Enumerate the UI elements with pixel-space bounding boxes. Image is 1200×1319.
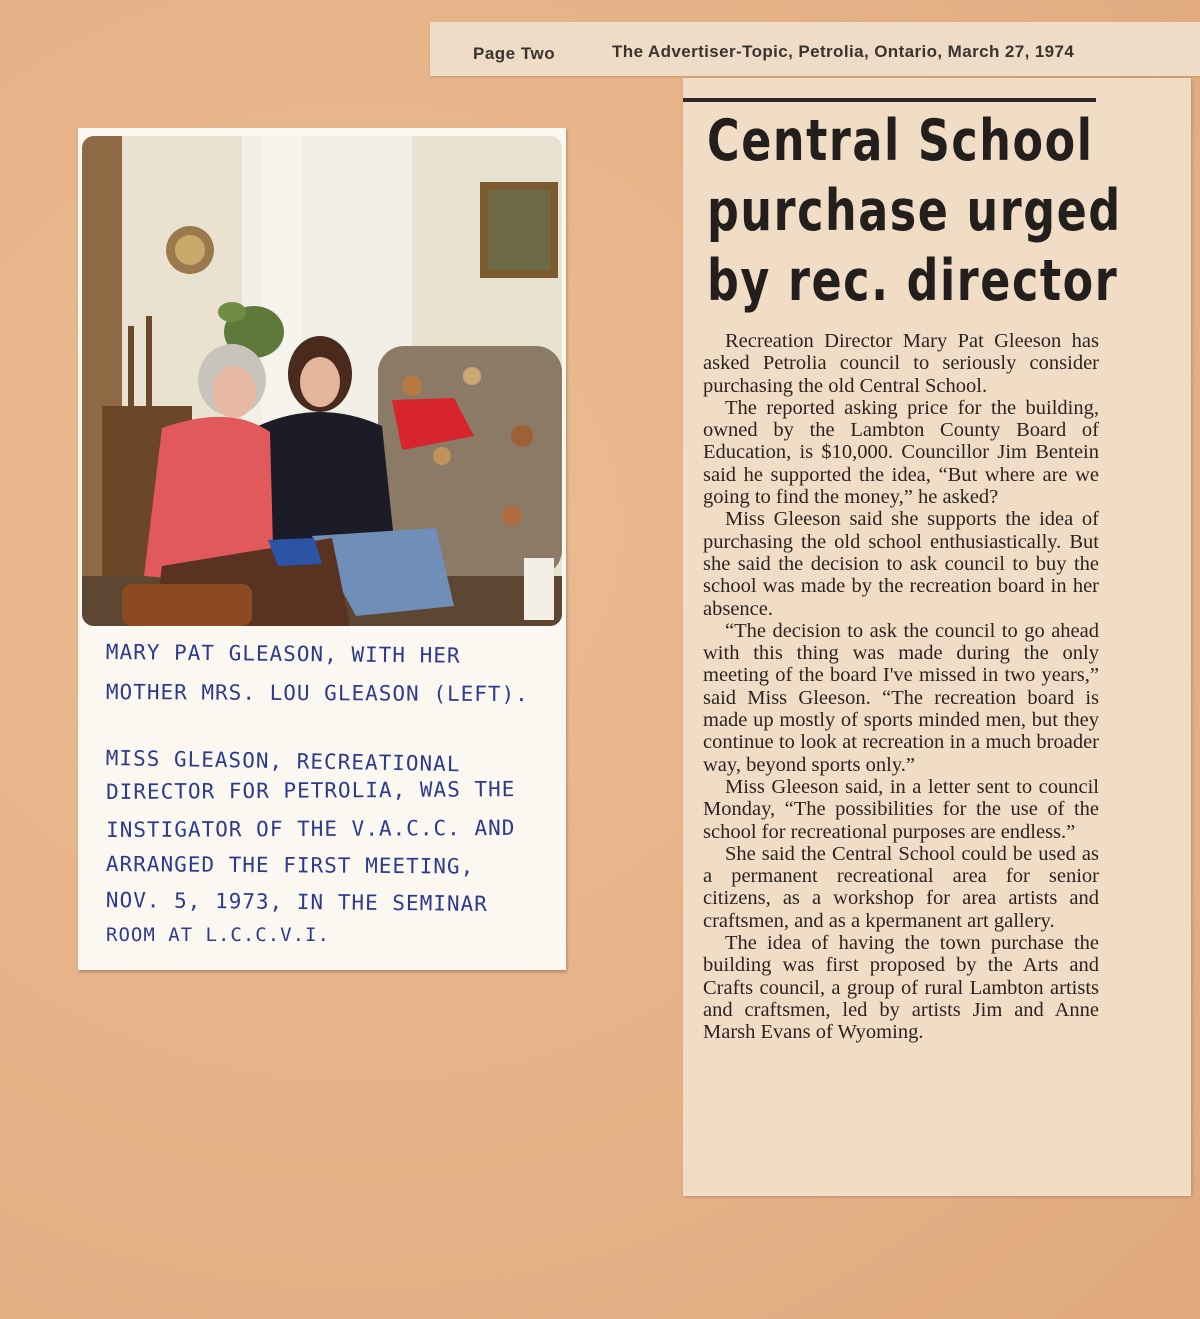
article-paragraph: She said the Central School could be used as a permanent recreational area for senior citizens, as a workshop for area artists and craftsmen, and as a kpermanent art gallery. [703, 842, 1099, 932]
handwritten-caption-line: NOV. 5, 1973, IN THE SEMINAR [105, 888, 488, 916]
article-body [703, 330, 1099, 1044]
page-label: Page Two [473, 44, 556, 63]
article-paragraph: Miss Gleeson said, in a letter sent to council Monday, “The possibilities for the use of the school for recreational purposes are endless.” [703, 775, 1099, 843]
newspaper-masthead-clipping [430, 22, 1200, 76]
headline-rule [683, 98, 1096, 102]
headline-line: by rec. director [707, 248, 1119, 314]
handwritten-caption-line: DIRECTOR FOR PETROLIA, WAS THE [106, 777, 516, 804]
headline-line: purchase urged [707, 178, 1122, 244]
handwritten-caption-line: ARRANGED THE FIRST MEETING, [105, 852, 475, 879]
article-paragraph: Recreation Director Mary Pat Gleeson has asked Petrolia council to seriously consider purchasing the old Central School. [703, 330, 1099, 397]
handwritten-caption-line: MOTHER MRS. LOU GLEASON (LEFT). [105, 680, 529, 707]
handwritten-caption-line: INSTIGATOR OF THE V.A.C.C. AND [106, 815, 516, 842]
article-paragraph: The reported asking price for the building, owned by the Lambton County Board of Education, is $10,000. Councillor Jim Bentein said he supported the idea, “But where are we going to find the money,” he asked? [703, 396, 1099, 509]
article-paragraph: The idea of having the town purchase the building was first proposed by the Arts and Crafts council, a group of rural Lambton artists and craftsmen, led by artists Jim and Anne Marsh Evans of Wyoming. [703, 932, 1099, 1044]
article-headline [707, 106, 1122, 316]
paper-dateline: The Advertiser-Topic, Petrolia, Ontario, March 27, 1974 [612, 42, 1075, 61]
photo-print [78, 128, 566, 970]
handwritten-caption-line: ROOM AT L.C.C.V.I. [106, 924, 330, 946]
article-paragraph: “The decision to ask the council to go ahead with this thing was made during the only meeting of the board I've missed in two years,” said Miss Gleeson. “The recreation board is made up mostly of sports minded men, but they continue to look at recreation in a much broader way, beyond sports only.” [703, 619, 1099, 776]
article-clipping [683, 78, 1191, 1196]
photo-illustration [82, 136, 562, 626]
family-photo [82, 136, 562, 626]
article-paragraph: Miss Gleeson said she supports the idea of purchasing the old school enthusiastically. But she said the decision to ask council to buy the school was made by the recreation board in her absence. [703, 508, 1099, 620]
handwritten-caption-line: MARY PAT GLEASON, WITH HER [105, 640, 461, 668]
headline-line: Central School [707, 108, 1094, 174]
handwritten-caption-line: MISS GLEASON, RECREATIONAL [105, 746, 461, 777]
